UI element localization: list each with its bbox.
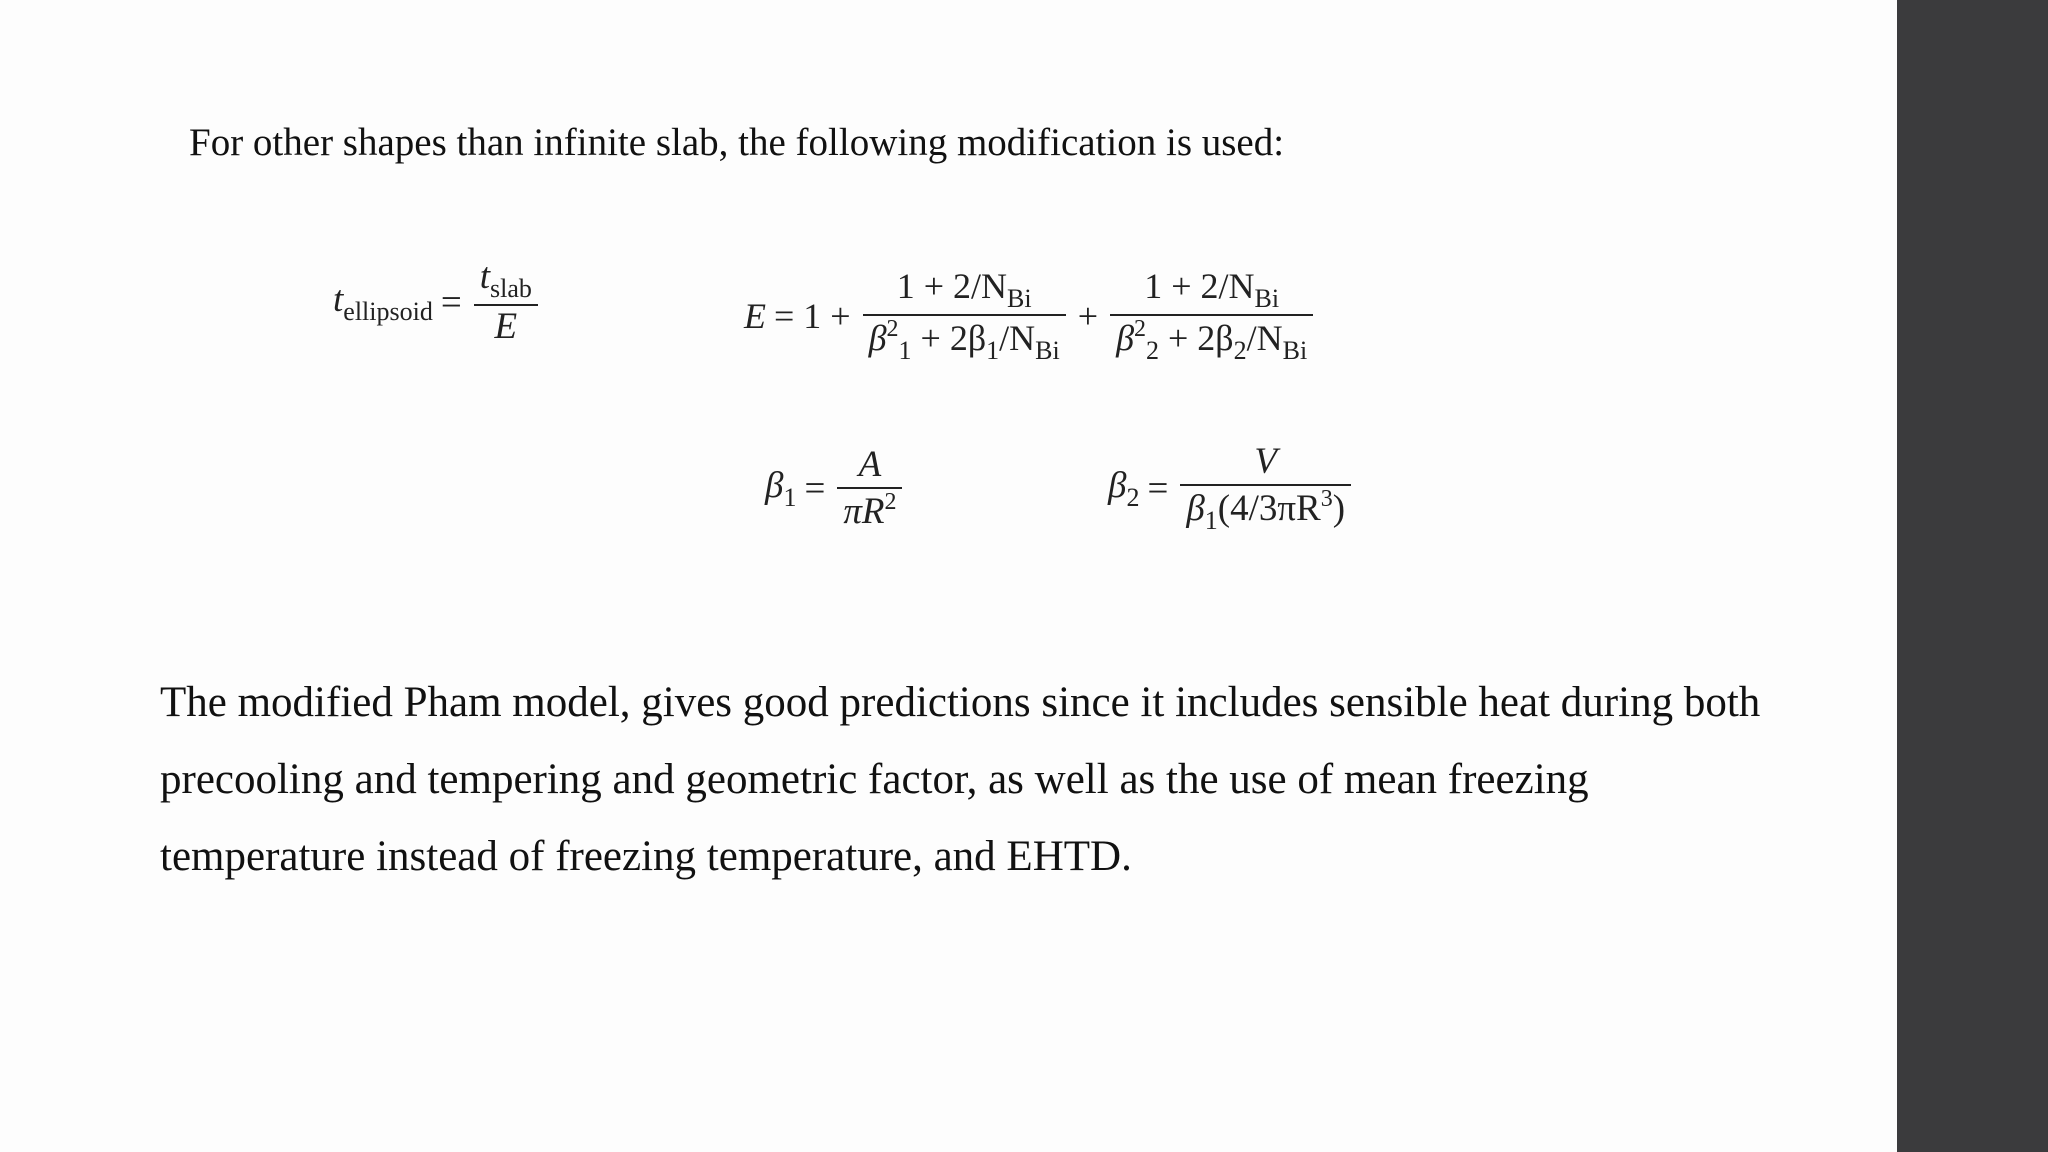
beta1-lhs: $\beta_1$ [765,465,797,513]
equation-beta1 [765,444,906,533]
intro-text: For other shapes than infinite slab, the following modification is used: [189,121,1285,164]
paragraph-line: precooling and tempering and geometric factor, as well as the use of mean freezing [160,756,1589,803]
t-ellipsoid-lhs: $t_{ellipsoid}$ [333,278,433,326]
equation-t-ellipsoid [333,256,542,348]
equals-sign: = [440,281,462,323]
E-fraction-2: $\frac{1 + 2/N_{Bi}}{\beta^2_2 + 2\beta_2/N_{Bi}}$ [1110,266,1313,366]
paragraph-line: The modified Pham model, gives good predictions since it includes sensible heat during both [160,679,1761,726]
equation-beta2 [1108,441,1355,535]
E-prefix: = 1 + [774,295,851,336]
E-fraction-1: $\frac{1 + 2/N_{Bi}}{\beta^2_1 + 2\beta_1/N_{Bi}}$ [863,266,1066,366]
beta2-fraction: $\frac{V}{\beta_1(4/3\pi R^3)}$ [1180,441,1351,535]
equation-E [744,266,1317,366]
beta1-fraction: $\frac{A}{\pi R^2}$ [837,444,902,533]
beta2-lhs: $\beta_2$ [1108,464,1140,512]
body-paragraph [160,664,1860,895]
paragraph-line: temperature instead of freezing temperature, and EHTD. [160,833,1132,880]
equals-sign: = [804,468,826,510]
E-lhs: E [744,295,766,336]
equals-sign: = [1147,467,1169,509]
plus-sign: + [1077,295,1099,336]
t-slab-fraction: $\frac{t_{slab}}{E}$ [474,256,538,348]
right-sidebar-panel [1897,0,2048,1152]
